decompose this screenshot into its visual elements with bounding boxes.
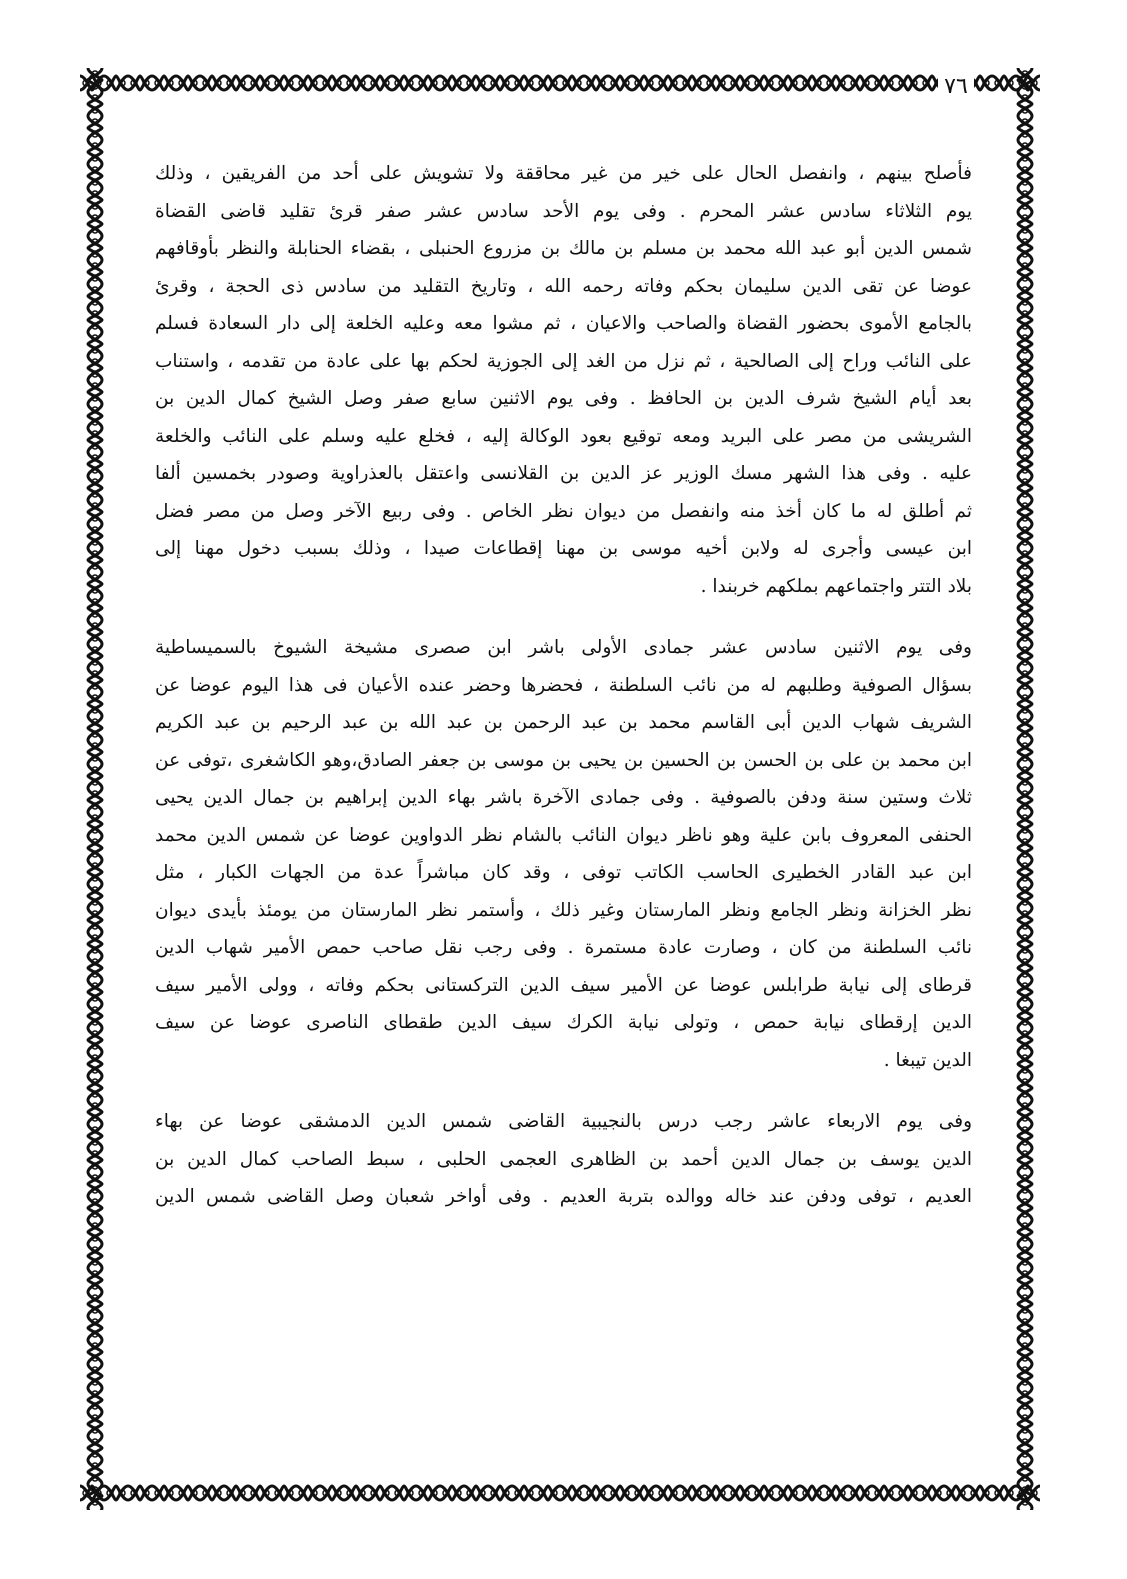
text-line: قرطاى إلى نيابة طرابلس عوضا عن الأمير سيف الدين التركستانى بحكم وفاته ، وولى الأمير سيف [155, 974, 972, 996]
text-line: ابن محمد بن على بن الحسن بن الحسين بن يحيى بن موسى بن جعفر الصادق،وهو الكاشغرى ،توفى عن [155, 749, 972, 771]
text-line: يوم الثلاثاء سادس عشر المحرم . وفى يوم الأحد سادس عشر صفر قرئ تقليد قاضى القضاة [155, 200, 972, 222]
text-line: الدين يوسف بن جمال الدين أحمد بن الظاهرى العجمى الحلبى ، سبط الصاحب كمال الدين بن [155, 1148, 972, 1170]
text-line: وفى يوم الاربعاء عاشر رجب درس بالنجيبية القاضى شمس الدين الدمشقى عوضا عن بهاء [155, 1111, 972, 1132]
text-line: العديم ، توفى ودفن عند خاله ووالده بتربة العديم . وفى أواخر شعبان وصل القاضى شمس الدين [155, 1186, 972, 1207]
paragraph-gap [155, 1079, 972, 1103]
paragraph [155, 155, 972, 605]
text-line: بسؤال الصوفية وطلبهم له من نائب السلطنة ، فحضرها وحضر عنده الأعيان فى هذا اليوم عوضا عن [155, 674, 972, 696]
paragraph-gap [155, 605, 972, 629]
text-line: ابن عبد القادر الخطيرى الحاسب الكاتب توفى ، وقد كان مباشراً عدة من الجهات الكبار ، مثل [155, 862, 972, 883]
text-line: عليه . وفى هذا الشهر مسك الوزير عز الدين بن القلانسى واعتقل بالعذراوية وصودر بخمسين ألفا [155, 463, 972, 484]
paragraph [155, 1103, 972, 1216]
text-line: ثلاث وستين سنة ودفن بالصوفية . وفى جمادى الآخرة باشر بهاء الدين إبراهيم بن جمال الدين يحيى [155, 787, 972, 808]
text-line: نظر الخزانة ونظر الجامع ونظر المارستان وغير ذلك ، وأستمر نظر المارستان من يومئذ بأيدى ديوان [155, 899, 972, 921]
text-line: الشريف شهاب الدين أبى القاسم محمد بن عبد الرحمن بن عبد الله بن عبد الرحيم بن عبد الكريم [155, 712, 972, 733]
text-line: بلاد التتر واجتماعهم بملكهم خربندا . [700, 575, 972, 597]
text-line: بعد أيام الشيخ شرف الدين بن الحافظ . وفى يوم الاثنين سابع صفر وصل الشيخ كمال الدين بن [155, 388, 972, 409]
text-line: الشريشى من مصر على البريد ومعه توقيع بعود الوكالة إليه ، فخلع عليه وسلم على النائب والخلعة [155, 425, 972, 447]
body-text [155, 155, 972, 1216]
paragraph [155, 629, 972, 1079]
text-line: شمس الدين أبو عبد الله محمد بن مسلم بن مالك بن مزروع الحنبلى ، بقضاء الحنابلة والنظر بأوقافهم [155, 238, 972, 259]
text-line: فأصلح بينهم ، وانفصل الحال على خير من غير محاققة ولا تشويش على أحد من الفريقين ، وذلك [155, 163, 972, 184]
text-line: الدين تيبغا . [883, 1049, 972, 1071]
text-line: نائب السلطنة من كان ، وصارت عادة مستمرة . وفى رجب نقل صاحب حمص الأمير شهاب الدين [155, 937, 972, 958]
page-number: ٧٦ [938, 70, 974, 104]
text-line: ابن عيسى وأجرى له ولابن أخيه موسى بن مهنا إقطاعات صيدا ، وذلك بسبب دخول مهنا إلى [155, 538, 972, 559]
text-line: عوضا عن تقى الدين سليمان بحكم وفاته رحمه الله ، وتاريخ التقليد من سادس ذى الحجة ، وقرئ [155, 275, 972, 297]
text-line: الحنفى المعروف بابن علية وهو ناظر ديوان النائب بالشام نظر الدواوين عوضا عن شمس الدين محمد [155, 824, 972, 846]
text-line: الدين إرقطاى نيابة حمص ، وتولى نيابة الكرك سيف الدين طقطاى الناصرى عوضا عن سيف [155, 1012, 972, 1033]
text-line: على النائب وراح إلى الصالحية ، ثم نزل من الغد إلى الجوزية لحكم بها على عادة من تقدمه ، واستناب [155, 350, 972, 372]
text-line: وفى يوم الاثنين سادس عشر جمادى الأولى باشر ابن صصرى مشيخة الشيوخ بالسميساطية [155, 637, 972, 658]
text-line: ثم أطلق له ما كان أخذ منه وانفصل من ديوان نظر الخاص . وفى ربيع الآخر وصل من مصر فضل [155, 500, 972, 522]
text-line: بالجامع الأموى بحضور القضاة والصاحب والاعيان ، ثم مشوا معه وعليه الخلعة إلى دار السعادة فسلم [155, 313, 972, 334]
